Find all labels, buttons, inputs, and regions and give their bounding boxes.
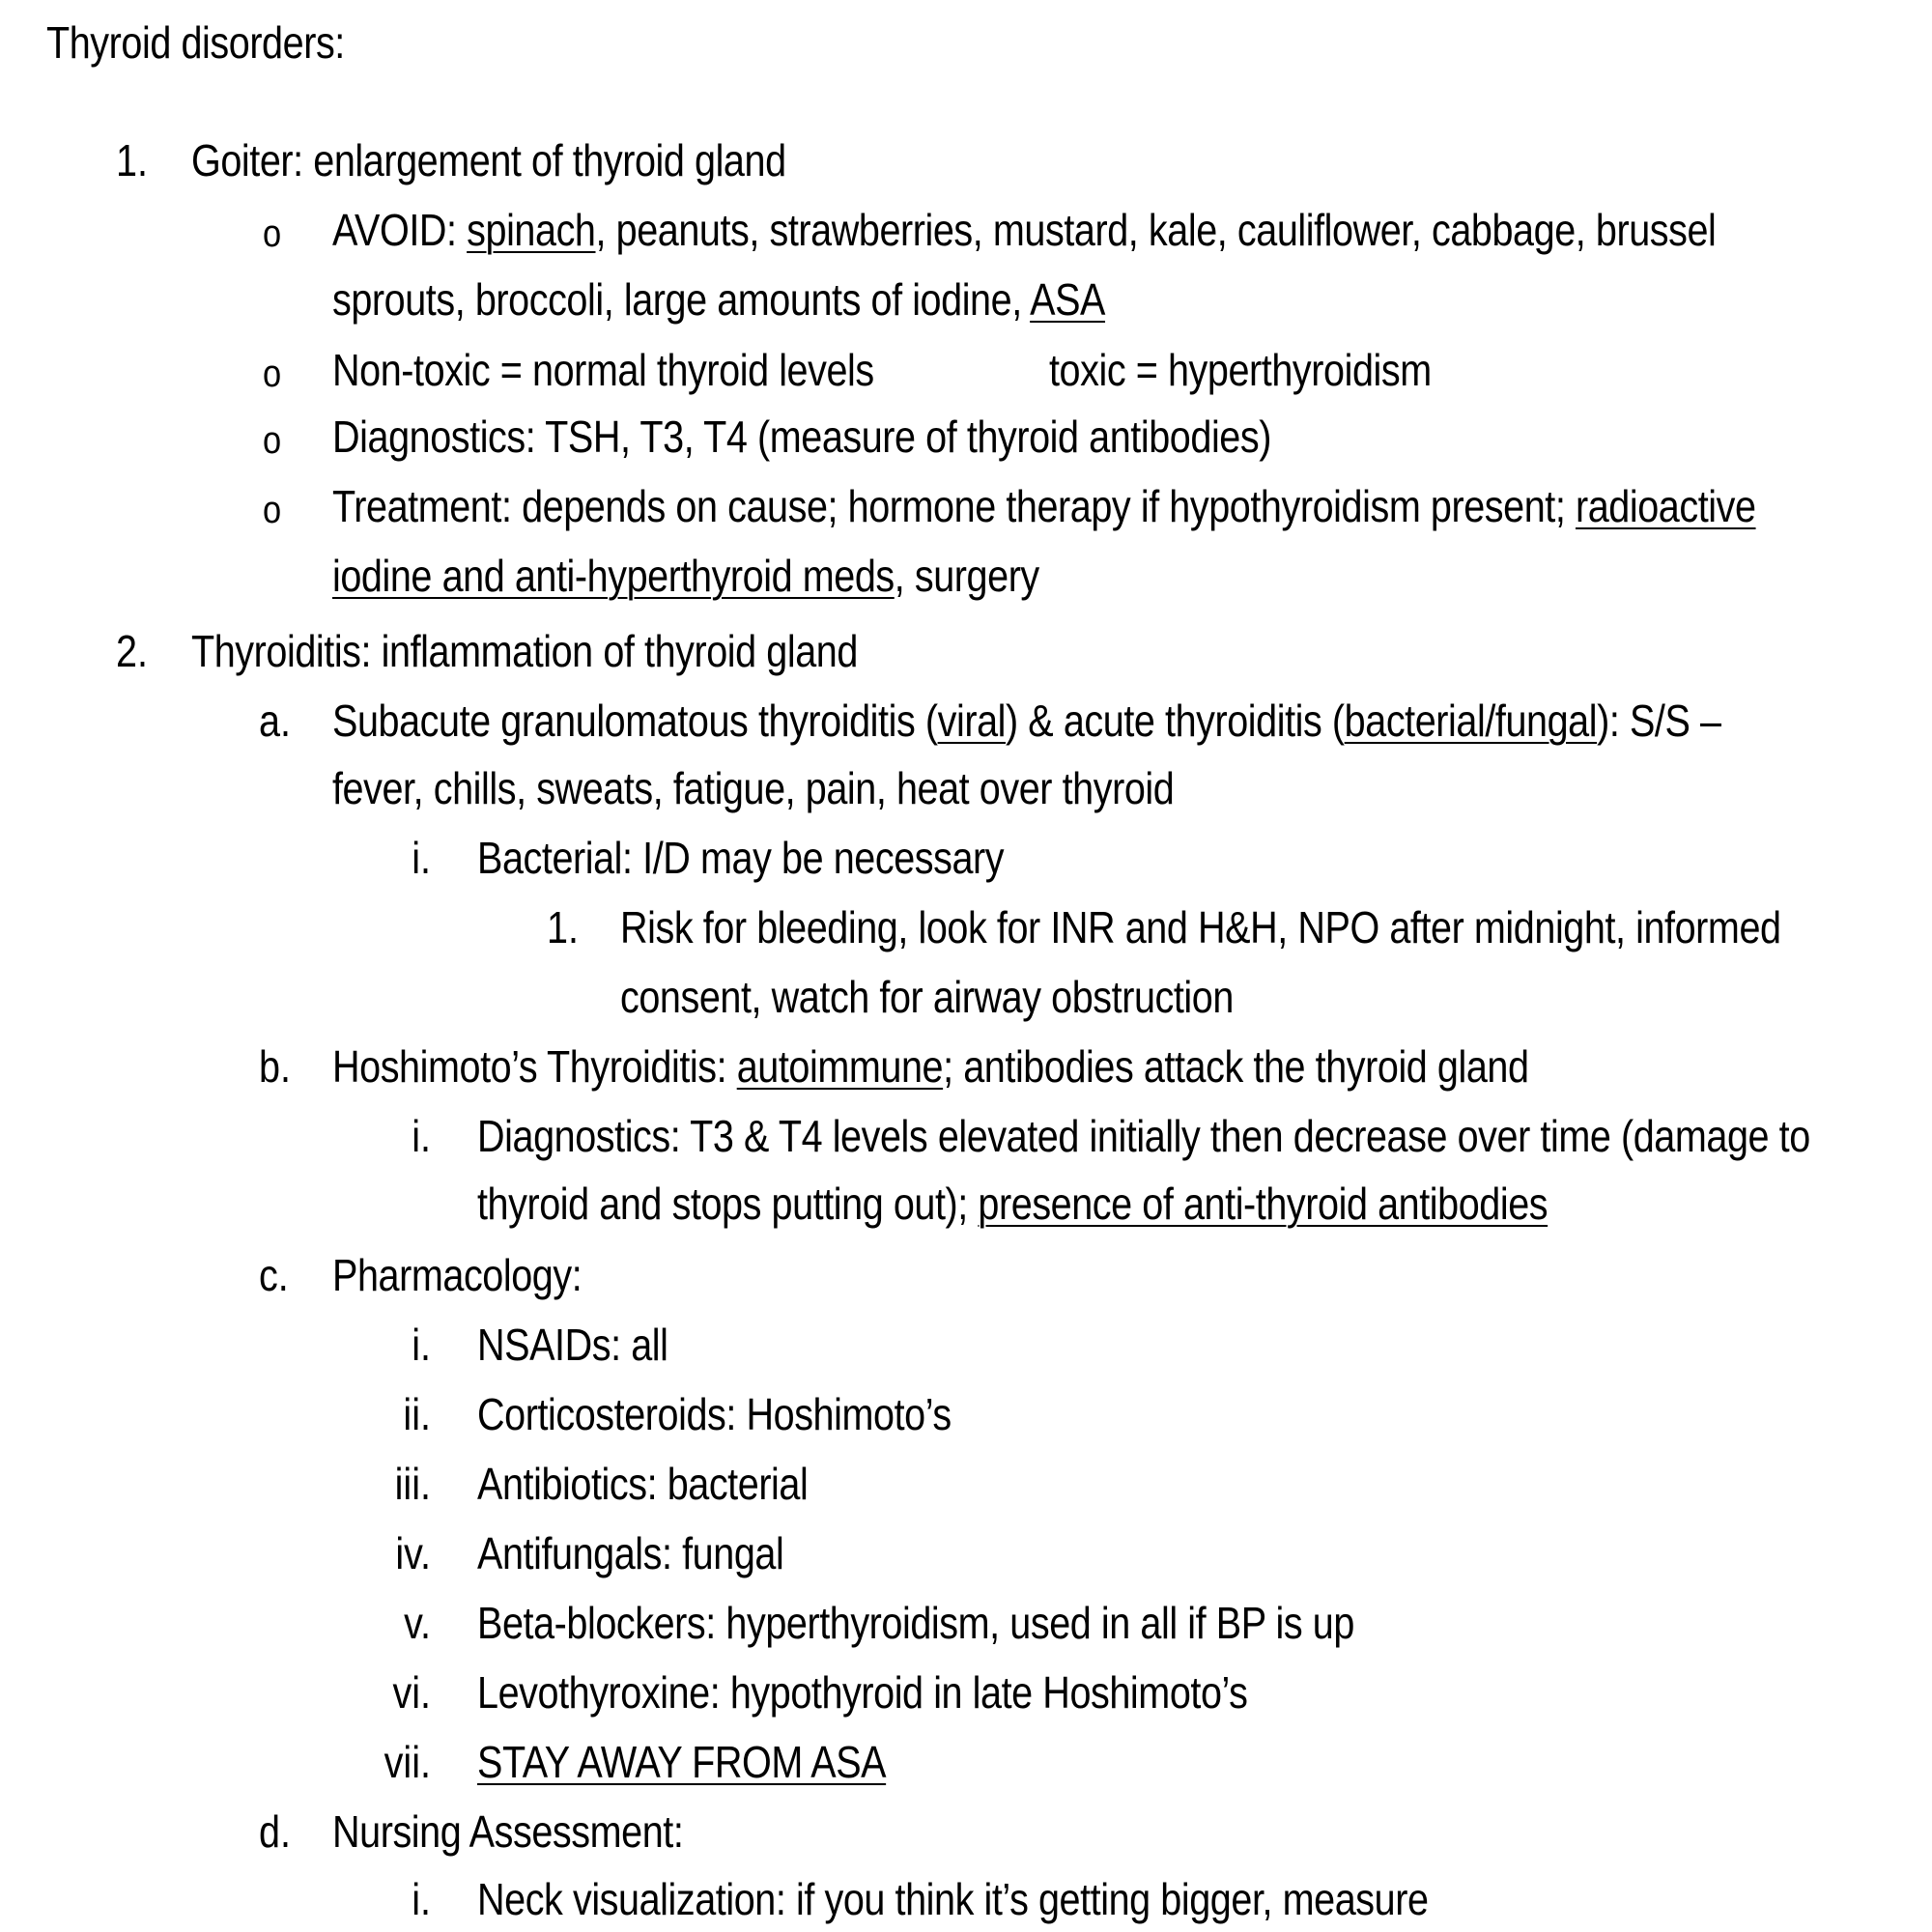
- list-marker: c.: [259, 1250, 289, 1300]
- list-marker: 1.: [116, 135, 149, 185]
- list-marker: ii.: [403, 1389, 431, 1439]
- goiter-treatment-line-2: [332, 547, 1039, 605]
- thyroiditis-a-line-1: [332, 692, 1721, 750]
- goiter-avoid-line-2: [332, 270, 1105, 328]
- text-run: ) & acute thyroiditis (: [1006, 696, 1345, 746]
- treatment-surgery: , surgery: [894, 551, 1039, 601]
- goiter-treatment-line-1: [332, 477, 1756, 535]
- treatment-underlined-1: radioactive: [1575, 481, 1756, 531]
- avoid-list-cont: sprouts, broccoli, large amounts of iodine,: [332, 274, 1031, 325]
- list-marker: vi.: [392, 1667, 431, 1718]
- goiter-diagnostics: Diagnostics: TSH, T3, T4 (measure of thyroid antibodies): [332, 412, 1271, 462]
- list-marker: vii.: [384, 1737, 431, 1787]
- pharmacology-item: [477, 1733, 886, 1791]
- bullet-marker: o: [263, 489, 282, 531]
- bleeding-risk-line-1: Risk for bleeding, look for INR and H&H, NPO after midnight, informed: [620, 902, 1781, 952]
- pharmacology-item: Levothyroxine: hypothyroid in late Hoshimoto’s: [477, 1667, 1248, 1718]
- text-run: ; antibodies attack the thyroid gland: [943, 1041, 1529, 1092]
- bullet-marker: o: [263, 213, 282, 255]
- bullet-marker: o: [263, 419, 282, 462]
- avoid-spinach: spinach: [467, 205, 596, 255]
- pharmacology-item: Corticosteroids: Hoshimoto’s: [477, 1389, 952, 1439]
- list-marker: i.: [412, 833, 431, 883]
- hoshimoto-heading: [332, 1037, 1529, 1095]
- goiter-heading: Goiter: enlargement of thyroid gland: [191, 135, 786, 185]
- avoid-label: AVOID:: [332, 205, 468, 255]
- list-marker: v.: [404, 1598, 431, 1648]
- treatment-text: Treatment: depends on cause; hormone therapy if hypothyroidism present;: [332, 481, 1576, 531]
- text-run: Hoshimoto’s Thyroiditis:: [332, 1041, 737, 1092]
- nontoxic-text: Non-toxic = normal thyroid levels: [332, 345, 874, 395]
- page-title: Thyroid disorders:: [46, 17, 345, 68]
- autoimmune-term: autoimmune: [736, 1041, 944, 1092]
- list-marker: i.: [412, 1874, 431, 1924]
- thyroiditis-a-line-2: fever, chills, sweats, fatigue, pain, heat over thyroid: [332, 763, 1175, 813]
- list-marker: iii.: [394, 1459, 431, 1509]
- pharmacology-heading: Pharmacology:: [332, 1250, 582, 1300]
- nursing-assessment-heading: Nursing Assessment:: [332, 1806, 684, 1857]
- stay-away-asa: STAY AWAY FROM ASA: [477, 1737, 887, 1787]
- bullet-marker: o: [263, 353, 282, 395]
- list-marker: b.: [259, 1041, 292, 1092]
- list-marker: i.: [412, 1111, 431, 1161]
- neck-visualization-text: Neck visualization: if you think it’s getting bigger, measure: [477, 1874, 1429, 1924]
- list-marker: a.: [259, 696, 292, 746]
- list-marker: 2.: [116, 626, 149, 676]
- list-marker: d.: [259, 1806, 292, 1857]
- pharmacology-item: NSAIDs: all: [477, 1320, 668, 1370]
- pharmacology-item: Beta-blockers: hyperthyroidism, used in all if BP is up: [477, 1598, 1354, 1648]
- list-marker: iv.: [395, 1528, 431, 1578]
- thyroiditis-heading: Thyroiditis: inflammation of thyroid gland: [191, 626, 858, 676]
- text-run: thyroid and stops putting out);: [477, 1179, 979, 1229]
- list-marker: 1.: [547, 902, 580, 952]
- list-marker: i.: [412, 1320, 431, 1370]
- bacterial-fungal-term: bacterial/fungal: [1344, 696, 1598, 746]
- pharmacology-item: Antibiotics: bacterial: [477, 1459, 809, 1509]
- viral-term: viral: [937, 696, 1007, 746]
- pharmacology-item: Antifungals: fungal: [477, 1528, 784, 1578]
- antibodies-term: presence of anti-thyroid antibodies: [978, 1179, 1548, 1229]
- bacterial-id-text: Bacterial: I/D may be necessary: [477, 833, 1005, 883]
- avoid-asa: ASA: [1030, 274, 1106, 325]
- hoshimoto-diagnostics-line-1: Diagnostics: T3 & T4 levels elevated initially then decrease over time (damage to: [477, 1111, 1810, 1161]
- treatment-underlined-2: iodine and anti-hyperthyroid meds: [332, 551, 895, 601]
- avoid-list: , peanuts, strawberries, mustard, kale, cauliflower, cabbage, brussel: [595, 205, 1717, 255]
- text-run: ): S/S –: [1597, 696, 1721, 746]
- goiter-avoid-line-1: [332, 201, 1716, 259]
- toxic-text: toxic = hyperthyroidism: [1049, 345, 1432, 395]
- text-run: Subacute granulomatous thyroiditis (: [332, 696, 938, 746]
- bleeding-risk-line-2: consent, watch for airway obstruction: [620, 972, 1234, 1022]
- hoshimoto-diagnostics-line-2: [477, 1175, 1548, 1233]
